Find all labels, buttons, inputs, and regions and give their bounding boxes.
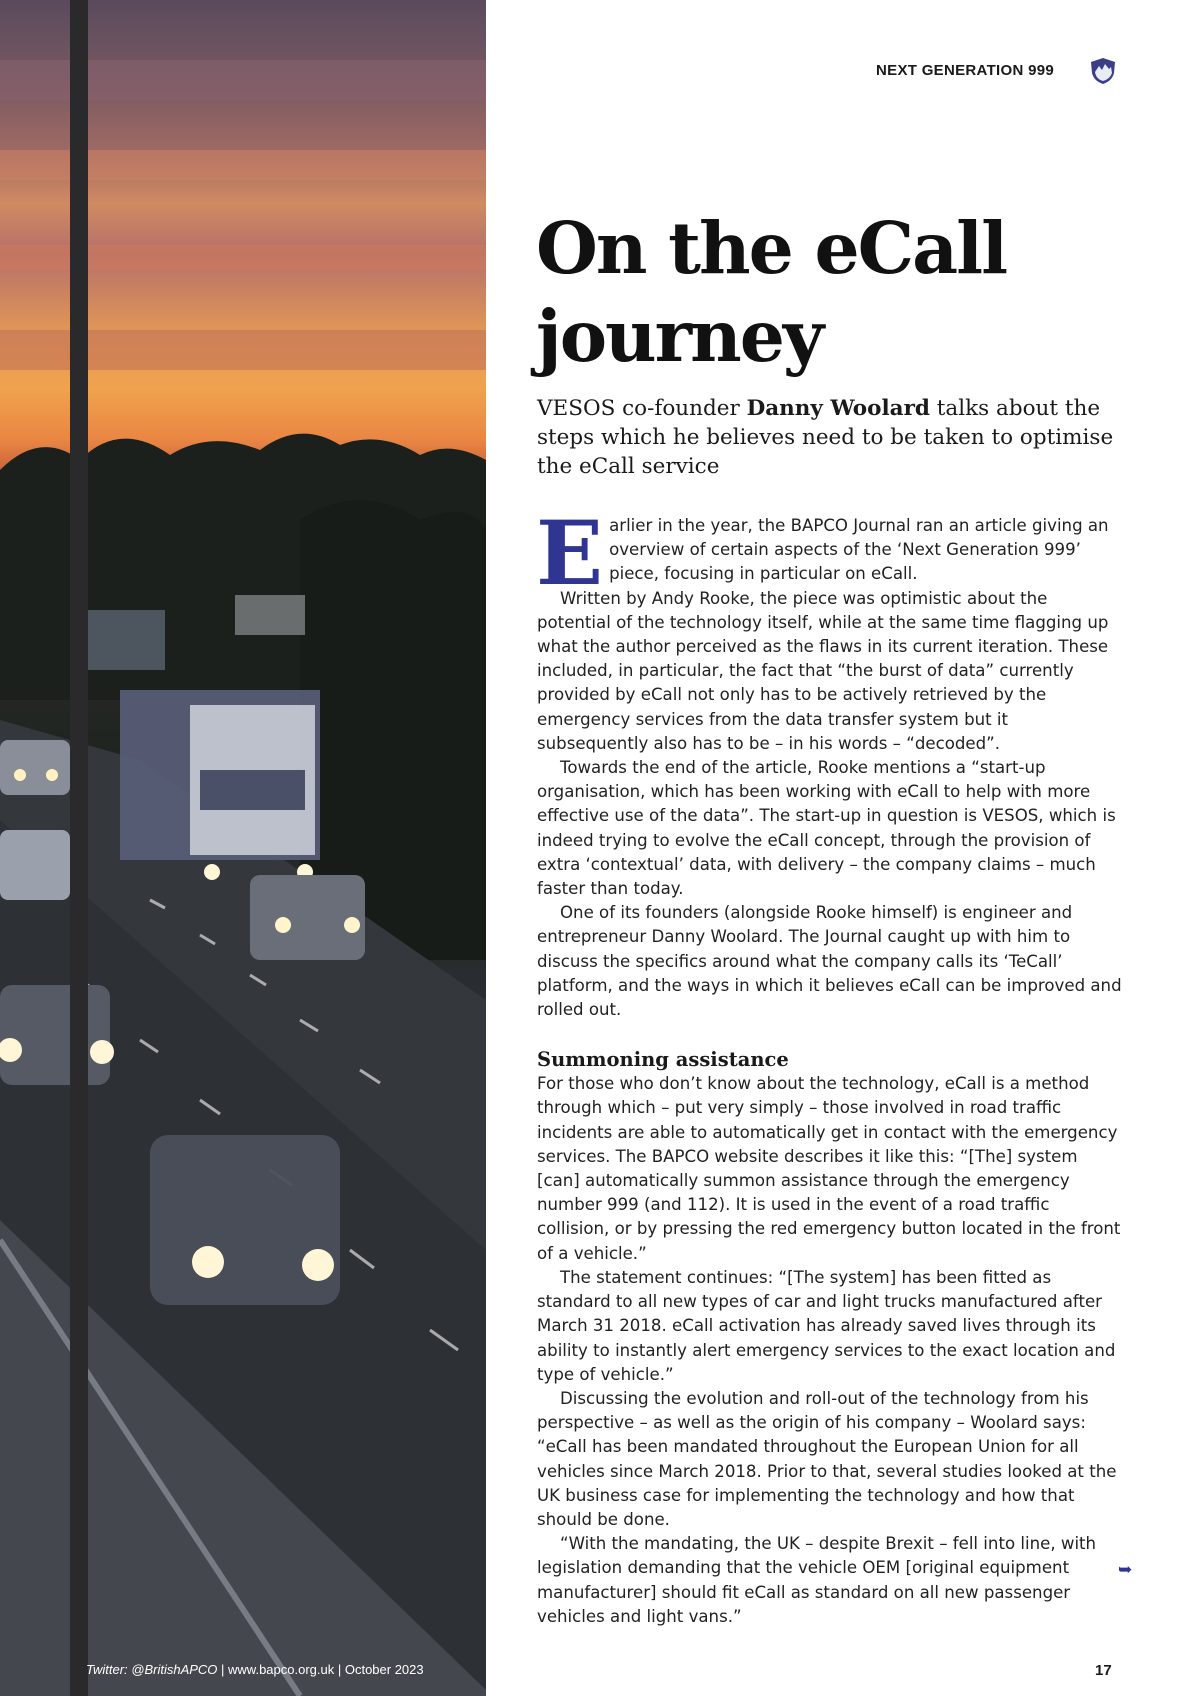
paragraph-1-text: arlier in the year, the BAPCO Journal ran an article giving an overview of certain aspects of the ‘Next Generation 999’ piece, focusing in particular on eCall. <box>609 516 1109 584</box>
paragraph-8: “With the mandating, the UK – despite Brexit – fell into line, with legislation demanding that the vehicle OEM [original equipment manufacturer] should fit eCall as standard on all new passenger vehicles and light vans.” <box>537 1534 1097 1626</box>
motorway-sunset-illustration <box>0 0 486 1696</box>
standfirst <box>537 394 1123 481</box>
standfirst-lead: VESOS co-founder <box>537 396 747 421</box>
hero-photo <box>0 0 486 1696</box>
headline-line-2: journey <box>536 294 823 378</box>
shield-logo-icon <box>1090 57 1116 85</box>
subheading: Summoning assistance <box>537 1048 789 1072</box>
paragraph-5: For those who don’t know about the technology, eCall is a method through which – put very simply – those involved in road traffic incidents are able to automatically get in contact with the emergency services. The BAPCO website describes it like this: “[The] system [can] automatically summon assistance through the emergency number 999 (and 112). It is used in the event of a road traffic collision, or by pressing the red emergency button located in the front of a vehicle.” <box>537 1074 1121 1263</box>
article-headline <box>536 204 1136 380</box>
paragraph-4: One of its founders (alongside Rooke himself) is engineer and entrepreneur Danny Woolard. The Journal caught up with him to discuss the specifics around what the company calls its ‘TeCall’ platform, and the ways in which it believes eCall can be improved and rolled out. <box>537 903 1122 1020</box>
standfirst-name: Danny Woolard <box>746 396 930 421</box>
paragraph-7: Discussing the evolution and roll-out of the technology from his perspective – as well as the origin of his company – Woolard says: “eCall has been mandated throughout the European Union for all vehicles since March 2018. Prior to that, several studies looked at the UK business case for implementing the technology and how that should be done. <box>537 1388 1117 1529</box>
paragraph-6: The statement continues: “[The system] has been fitted as standard to all new types of car and light trucks manufactured after March 31 2018. eCall activation has already saved lives through its ability to instantly alert emergency services to the exact location and type of vehicle.” <box>537 1267 1116 1384</box>
page-number: 17 <box>1095 1662 1112 1679</box>
twitter-handle: Twitter: @BritishAPCO <box>86 1662 218 1677</box>
continue-arrow-icon[interactable]: ➥ <box>1118 1560 1133 1579</box>
paragraph-1 <box>536 501 1123 605</box>
section-label: NEXT GENERATION 999 <box>876 62 1054 79</box>
headline-line-1: On the eCall <box>536 206 1007 290</box>
paragraph-2: Written by Andy Rooke, the piece was optimistic about the potential of the technology itself, while at the same time flagging up what the author perceived as the flaws in its current iteration. These included, in particular, the fact that “the burst of data” currently provided by eCall not only has to be actively retrieved by the emergency services from the data transfer system but it subsequently also has to be – in his words – “decoded”. <box>537 588 1109 753</box>
standfirst-rest: talks about the steps which he believes need to be taken to optimise the eCall service <box>537 396 1114 479</box>
footer-credits <box>86 1662 424 1677</box>
website-date: | www.bapco.org.uk | October 2023 <box>217 1662 424 1677</box>
article-body <box>536 501 1123 1629</box>
drop-cap: E <box>536 501 604 605</box>
paragraph-3: Towards the end of the article, Rooke mentions a “start-up organisation, which has been working with eCall to help with more effective use of the data”. The start-up in question is VESOS, which is indeed trying to evolve the eCall concept, through the provision of extra ‘contextual’ data, with delivery – the company claims – much faster than today. <box>537 758 1116 899</box>
